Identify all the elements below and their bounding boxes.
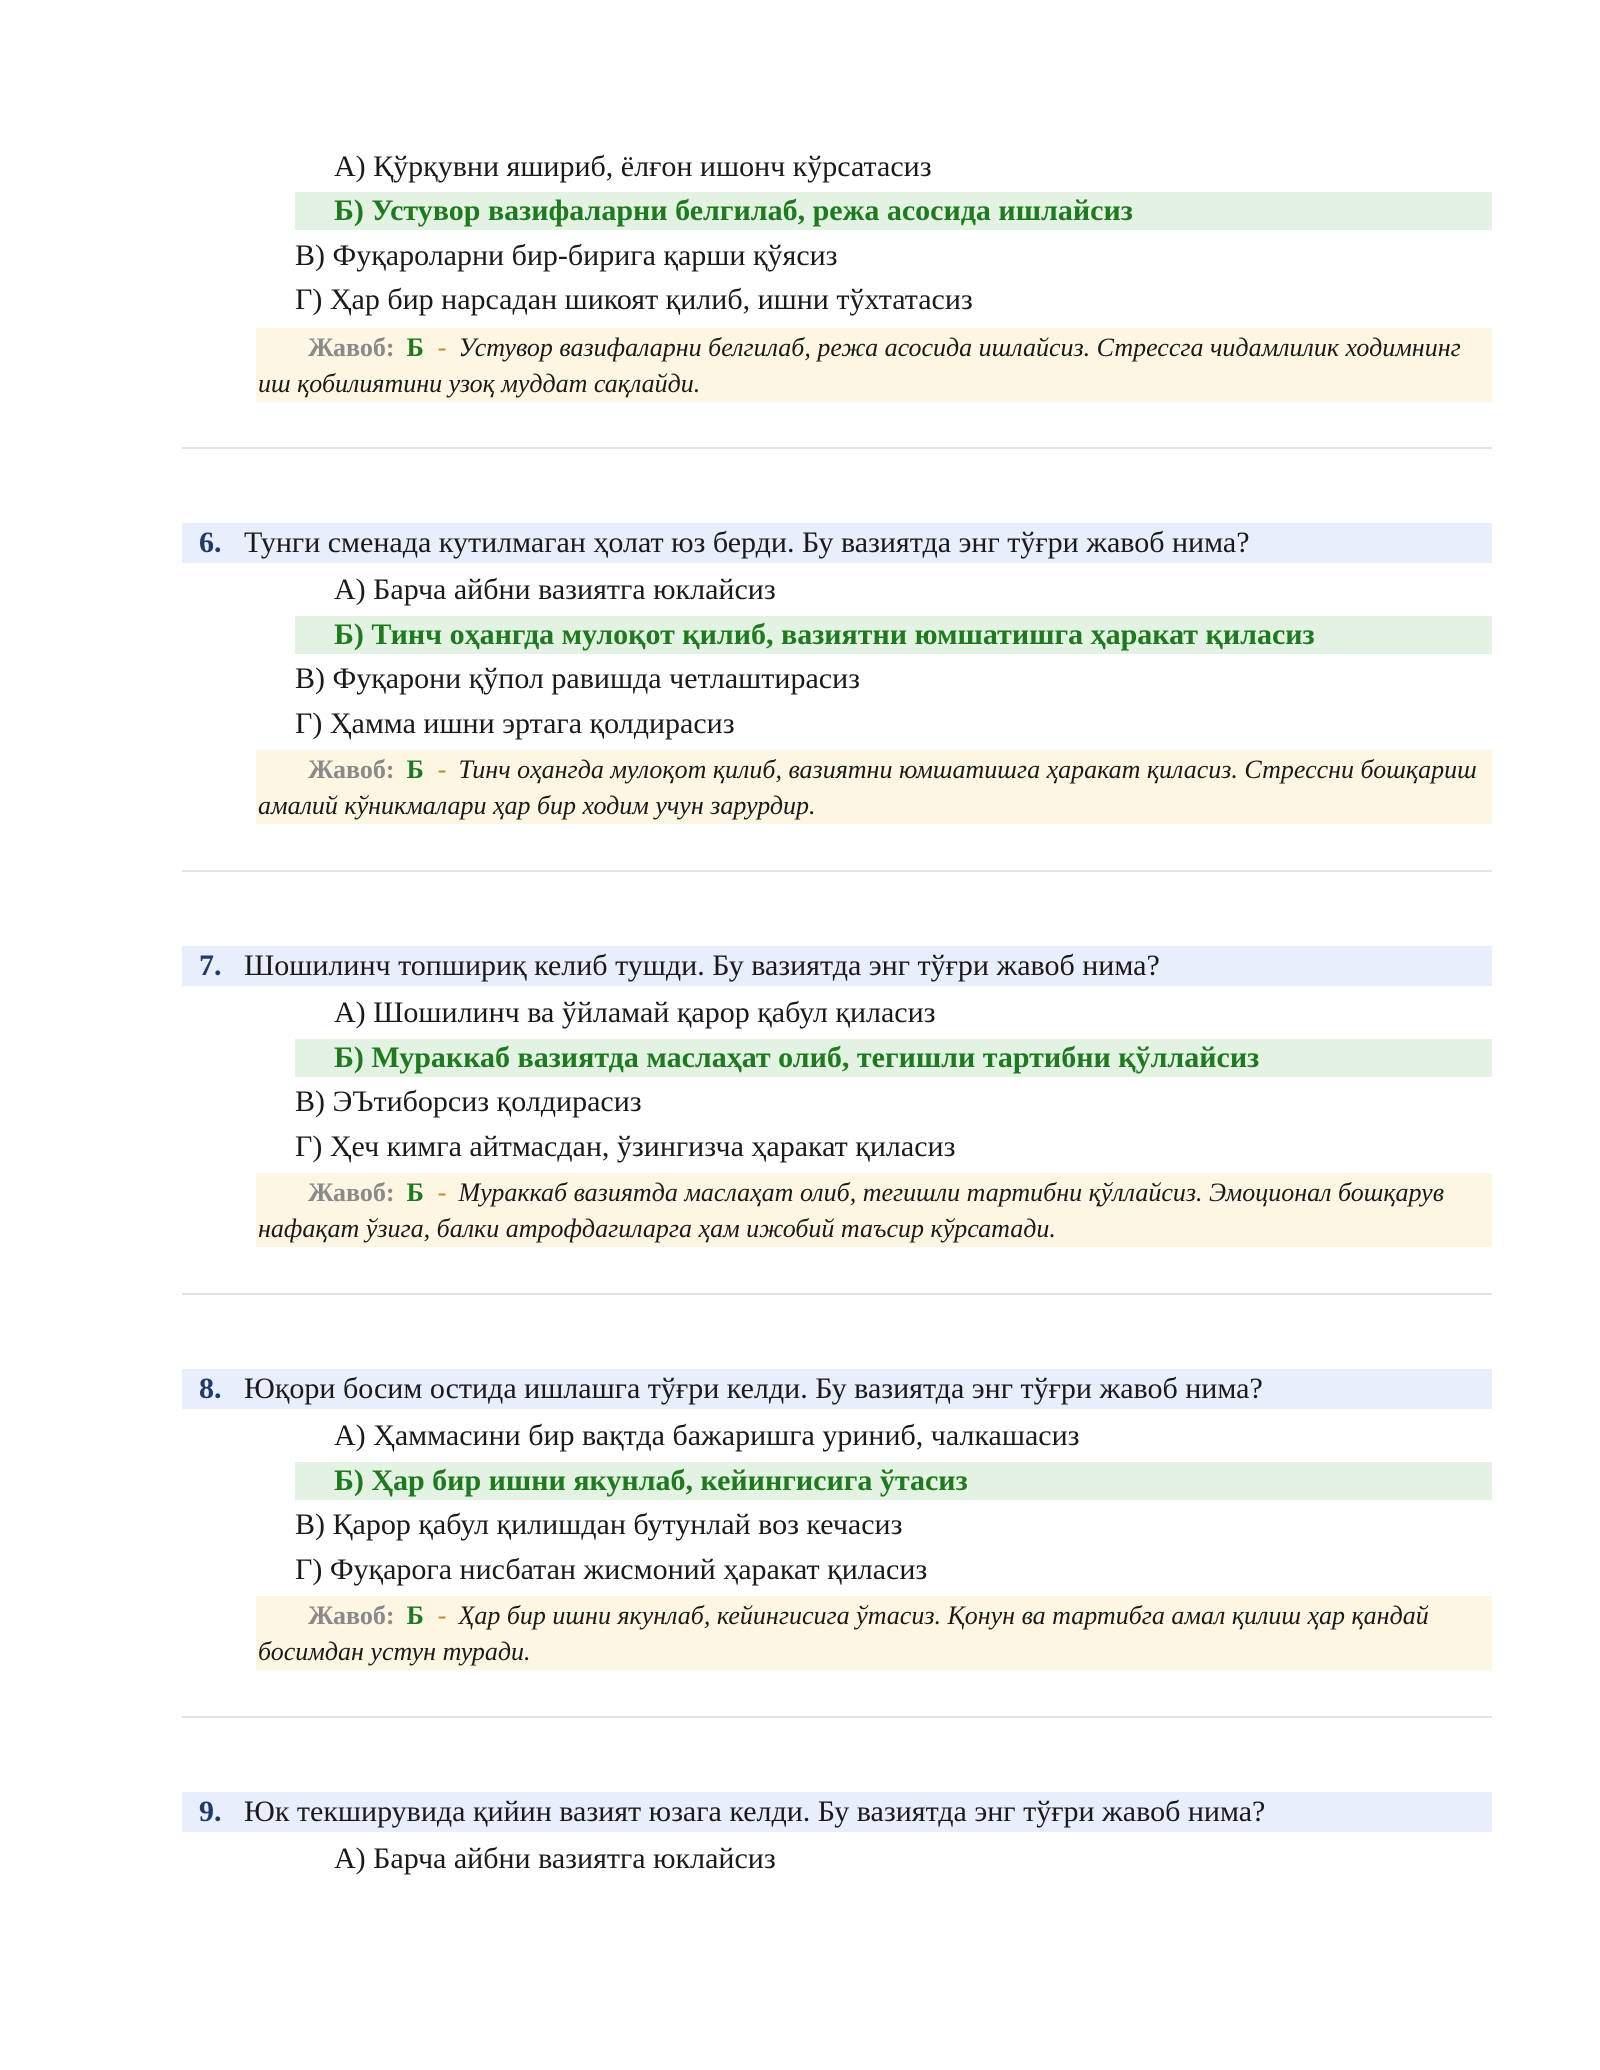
question-line: [182, 946, 1492, 986]
answer-dash: -: [437, 1178, 447, 1207]
answer-label: Жавоб:: [308, 755, 395, 784]
answer-letter: Б: [406, 1601, 424, 1630]
answer-letter: Б: [406, 333, 424, 362]
option-b-label: Б) Мураккаб вазиятда маслаҳат олиб, тегишли тартибни қўллайсиз: [334, 1041, 1260, 1074]
divider: [182, 1293, 1492, 1295]
option-b-label: Б) Тинч оҳангда мулоқот қилиб, вазиятни юмшатишга ҳаракат қиласиз: [334, 618, 1315, 651]
option-b-correct: [295, 616, 1492, 654]
answer-dash: -: [437, 333, 447, 362]
answer-letter: Б: [406, 1178, 424, 1207]
answer-label: Жавоб:: [308, 333, 395, 362]
option-b-correct: [295, 1462, 1492, 1500]
answer-explanation: Ҳар бир ишни якунлаб, кейингисига ўтасиз. Қонун ва тартибга амал қилиш ҳар қандай босимдан устун туради.: [258, 1601, 1429, 1666]
answer-label: Жавоб:: [308, 1601, 395, 1630]
option-a: А) Шошилинч ва ўйламай қарор қабул қиласиз: [334, 996, 936, 1029]
option-b-label: Б) Ҳар бир ишни якунлаб, кейингисига ўтасиз: [334, 1464, 968, 1497]
answer-box: [256, 328, 1492, 402]
answer-explanation: Мураккаб вазиятда маслаҳат олиб, тегишли тартибни қўллайсиз. Эмоционал бошқарув нафақат ўзига, балки атрофдагиларга ҳам ижобий таъсир кўрсатади.: [258, 1178, 1445, 1243]
answer-box: [256, 1173, 1492, 1247]
answer-dash: -: [437, 1601, 447, 1630]
option-a: А) Қўрқувни яшириб, ёлғон ишонч кўрсатасиз: [334, 150, 932, 183]
option-v: В) Фуқарони қўпол равишда четлаштирасиз: [295, 662, 860, 695]
option-v: В) ЭЪтиборсиз қолдирасиз: [295, 1085, 642, 1118]
question-number: 8.: [199, 1372, 222, 1405]
answer-box: [256, 1596, 1492, 1670]
divider: [182, 1716, 1492, 1718]
option-g: Г) Ҳамма ишни эртага қолдирасиз: [295, 707, 735, 740]
question-line: [182, 1369, 1492, 1409]
option-b-correct: [295, 1039, 1492, 1077]
option-b-label: Б) Устувор вазифаларни белгилаб, режа асосида ишлайсиз: [334, 194, 1133, 227]
option-g: Г) Ҳеч кимга айтмасдан, ўзингизча ҳаракат қиласиз: [295, 1130, 956, 1163]
question-number: 6.: [199, 526, 222, 559]
answer-explanation: Тинч оҳангда мулоқот қилиб, вазиятни юмшатишга ҳаракат қиласиз. Стрессни бошқариш амалий кўникмалари ҳар бир ходим учун зарурдир.: [258, 755, 1477, 820]
question-text: Тунги сменада кутилмаган ҳолат юз берди. Бу вазиятда энг тўғри жавоб нима?: [244, 526, 1250, 559]
divider: [182, 870, 1492, 872]
question-text: Шошилинч топшириқ келиб тушди. Бу вазиятда энг тўғри жавоб нима?: [244, 949, 1160, 982]
answer-explanation: Устувор вазифаларни белгилаб, режа асосида ишлайсиз. Стрессга чидамлилик ходимнинг иш қобилиятини узоқ муддат сақлайди.: [258, 333, 1461, 398]
question-line: [182, 523, 1492, 563]
option-v: В) Фуқароларни бир-бирига қарши қўясиз: [295, 239, 838, 272]
option-a: А) Барча айбни вазиятга юклайсиз: [334, 573, 776, 606]
option-a: А) Ҳаммасини бир вақтда бажаришга уриниб, чалкашасиз: [334, 1419, 1080, 1452]
answer-box: [256, 750, 1492, 824]
answer-dash: -: [437, 755, 447, 784]
option-g: Г) Ҳар бир нарсадан шикоят қилиб, ишни тўхтатасиз: [295, 283, 973, 316]
option-g: Г) Фуқарога нисбатан жисмоний ҳаракат қиласиз: [295, 1553, 928, 1586]
question-line: [182, 1792, 1492, 1832]
divider: [182, 447, 1492, 449]
question-text: Юқори босим остида ишлашга тўғри келди. Бу вазиятда энг тўғри жавоб нима?: [244, 1372, 1263, 1405]
question-number: 7.: [199, 949, 222, 982]
answer-label: Жавоб:: [308, 1178, 395, 1207]
option-b-correct: [295, 192, 1492, 230]
answer-letter: Б: [406, 755, 424, 784]
option-a: А) Барча айбни вазиятга юклайсиз: [334, 1842, 776, 1875]
question-number: 9.: [199, 1795, 222, 1828]
question-text: Юк текширувида қийин вазият юзага келди. Бу вазиятда энг тўғри жавоб нима?: [244, 1795, 1266, 1828]
option-v: В) Қарор қабул қилишдан бутунлай воз кечасиз: [295, 1508, 903, 1541]
